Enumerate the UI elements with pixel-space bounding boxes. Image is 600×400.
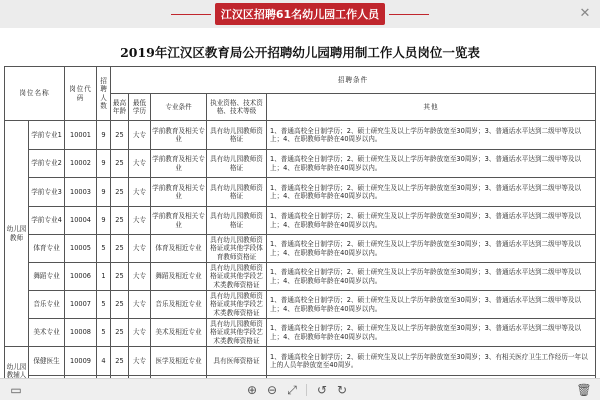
header-position-name: 岗位名称	[5, 67, 65, 121]
max-age-cell: 25	[111, 207, 129, 235]
group-name-cell: 幼儿园教师	[5, 121, 29, 347]
header-major: 专业条件	[151, 94, 207, 121]
qualification-cell: 具有医师资格证	[207, 347, 267, 376]
other-requirements-cell: 1、普通高校全日制学历；2、硕士研究生及以上学历年龄放宽至30周岁；3、普通话水平达到二级甲等及以上；4、在职教师年龄在40周岁以内。	[267, 150, 596, 178]
hire-count-cell: 4	[97, 347, 111, 376]
table-row	[5, 319, 596, 347]
max-age-cell: 25	[111, 347, 129, 376]
max-age-cell: 25	[111, 319, 129, 347]
position-name-cell: 体育专业	[29, 235, 65, 263]
hire-count-cell: 5	[97, 291, 111, 319]
position-code-cell: 10004	[65, 207, 97, 235]
viewer-toolbar	[0, 378, 600, 400]
position-name-cell: 学前专业1	[29, 121, 65, 150]
position-name-cell: 音乐专业	[29, 291, 65, 319]
major-cell: 学前教育及相关专业	[151, 150, 207, 178]
trash-icon[interactable]: 🗑	[576, 383, 592, 397]
major-cell: 美术及相近专业	[151, 319, 207, 347]
other-requirements-cell: 1、普通高校全日制学历；2、硕士研究生及以上学历年龄放宽至30周岁；3、普通话水平达到二级甲等及以上；4、在职教师年龄在40周岁以内。	[267, 121, 596, 150]
rotate-left-icon[interactable]: ↺	[316, 383, 328, 397]
table-body	[5, 121, 596, 379]
table-row	[5, 207, 596, 235]
major-cell: 学前教育及相关专业	[151, 121, 207, 150]
other-requirements-cell: 1、普通高校全日制学历；2、硕士研究生及以上学历年龄放宽至30周岁；3、有相关医疗卫生工作经历一年以上的人员年龄放宽至40周岁。	[267, 347, 596, 376]
major-cell: 体育及相近专业	[151, 235, 207, 263]
education-cell: 大专	[129, 178, 151, 207]
position-name-cell: 学前专业2	[29, 150, 65, 178]
qualification-cell: 具有幼儿园教师资格证	[207, 178, 267, 207]
max-age-cell: 25	[111, 150, 129, 178]
header-hire-count: 招聘人数	[97, 67, 111, 121]
qualification-cell: 具有幼儿园教师资格证或其他学段艺术类教师资格证	[207, 263, 267, 291]
table-row	[5, 263, 596, 291]
position-name-cell: 舞蹈专业	[29, 263, 65, 291]
hire-count-cell: 5	[97, 319, 111, 347]
position-code-cell: 10009	[65, 347, 97, 376]
hire-count-cell: 9	[97, 207, 111, 235]
qualification-cell: 具有幼儿园教师资格证或其他学段艺术类教师资格证	[207, 291, 267, 319]
other-requirements-cell: 1、普通高校全日制学历；2、硕士研究生及以上学历年龄放宽至30周岁；3、普通话水平达到二级甲等及以上；4、在职教师年龄在40周岁以内。	[267, 263, 596, 291]
toolbar-divider	[306, 384, 307, 396]
position-name-cell: 美术专业	[29, 319, 65, 347]
major-cell: 学前教育及相关专业	[151, 178, 207, 207]
other-requirements-cell: 1、普通高校全日制学历；2、硕士研究生及以上学历年龄放宽至30周岁；3、普通话水平达到二级甲等及以上；4、在职教师年龄在40周岁以内。	[267, 207, 596, 235]
fit-window-icon[interactable]: ⤢	[287, 383, 297, 397]
qualification-cell: 具有幼儿园教师资格证或其他学段体育教师资格证	[207, 235, 267, 263]
position-code-cell: 10001	[65, 121, 97, 150]
position-name-cell: 保健医生	[29, 347, 65, 376]
position-name-cell: 学前专业4	[29, 207, 65, 235]
hire-count-cell: 9	[97, 121, 111, 150]
education-cell: 大专	[129, 235, 151, 263]
qualification-cell: 具有幼儿园教师资格证	[207, 121, 267, 150]
education-cell: 大专	[129, 347, 151, 376]
group-name-cell: 幼儿园教辅人	[5, 347, 29, 379]
major-cell: 舞蹈及相近专业	[151, 263, 207, 291]
qualification-cell: 具有幼儿园教师资格证	[207, 150, 267, 178]
position-code-cell: 10007	[65, 291, 97, 319]
other-requirements-cell: 1、普通高校全日制学历；2、硕士研究生及以上学历年龄放宽至30周岁；3、普通话水平达到二级甲等及以上；4、在职教师年龄在40周岁以内。	[267, 178, 596, 207]
max-age-cell: 25	[111, 178, 129, 207]
header-qualification: 执业资格、技术资格、技术等级	[207, 94, 267, 121]
header-max-age: 最高年龄	[111, 94, 129, 121]
other-requirements-cell: 1、普通高校全日制学历；2、硕士研究生及以上学历年龄放宽至30周岁；3、普通话水平达到二级甲等及以上；4、在职教师年龄在40周岁以内。	[267, 235, 596, 263]
education-cell: 大专	[129, 121, 151, 150]
education-cell: 大专	[129, 207, 151, 235]
major-cell: 医学及相近专业	[151, 347, 207, 376]
table-row	[5, 121, 596, 150]
education-cell: 大专	[129, 150, 151, 178]
major-cell: 音乐及相近专业	[151, 291, 207, 319]
hire-count-cell: 1	[97, 263, 111, 291]
position-code-cell: 10008	[65, 319, 97, 347]
table-row	[5, 150, 596, 178]
header-conditions: 招聘条件	[111, 67, 596, 94]
max-age-cell: 25	[111, 235, 129, 263]
education-cell: 大专	[129, 291, 151, 319]
max-age-cell: 25	[111, 263, 129, 291]
education-cell: 大专	[129, 319, 151, 347]
viewer-title-bar	[0, 0, 600, 28]
table-row	[5, 347, 596, 376]
hire-count-cell: 9	[97, 150, 111, 178]
hire-count-cell: 5	[97, 235, 111, 263]
positions-table	[4, 66, 596, 378]
position-code-cell: 10005	[65, 235, 97, 263]
close-icon[interactable]: ✕	[579, 6, 591, 21]
position-code-cell: 10006	[65, 263, 97, 291]
qualification-cell: 具有幼儿园教师资格证或其他学段艺术类教师资格证	[207, 319, 267, 347]
other-requirements-cell: 1、普通高校全日制学历；2、硕士研究生及以上学历年龄放宽至30周岁；3、普通话水平达到二级甲等及以上；4、在职教师年龄在40周岁以内。	[267, 291, 596, 319]
save-icon[interactable]: ▭	[10, 383, 22, 397]
education-cell: 大专	[129, 263, 151, 291]
document-title: 2019年江汉区教育局公开招聘幼儿园聘用制工作人员岗位一览表	[120, 45, 480, 60]
hire-count-cell: 9	[97, 178, 111, 207]
document-page	[0, 28, 600, 378]
rotate-right-icon[interactable]: ↻	[336, 383, 348, 397]
table-row	[5, 291, 596, 319]
max-age-cell: 25	[111, 121, 129, 150]
qualification-cell: 具有幼儿园教师资格证	[207, 207, 267, 235]
major-cell: 学前教育及相关专业	[151, 207, 207, 235]
table-row	[5, 178, 596, 207]
header-position-code: 岗位代码	[65, 67, 97, 121]
zoom-in-icon[interactable]: ⊕	[246, 383, 258, 397]
other-requirements-cell: 1、普通高校全日制学历；2、硕士研究生及以上学历年龄放宽至30周岁；3、普通话水平达到二级甲等及以上；4、在职教师年龄在40周岁以内。	[267, 319, 596, 347]
position-code-cell: 10002	[65, 150, 97, 178]
position-code-cell: 10003	[65, 178, 97, 207]
max-age-cell: 25	[111, 291, 129, 319]
banner-title: 江汉区招聘61名幼儿园工作人员	[215, 3, 385, 25]
table-row	[5, 235, 596, 263]
position-name-cell: 学前专业3	[29, 178, 65, 207]
header-other: 其他	[267, 94, 596, 121]
header-min-education: 最低学历	[129, 94, 151, 121]
zoom-out-icon[interactable]: ⊖	[266, 383, 278, 397]
